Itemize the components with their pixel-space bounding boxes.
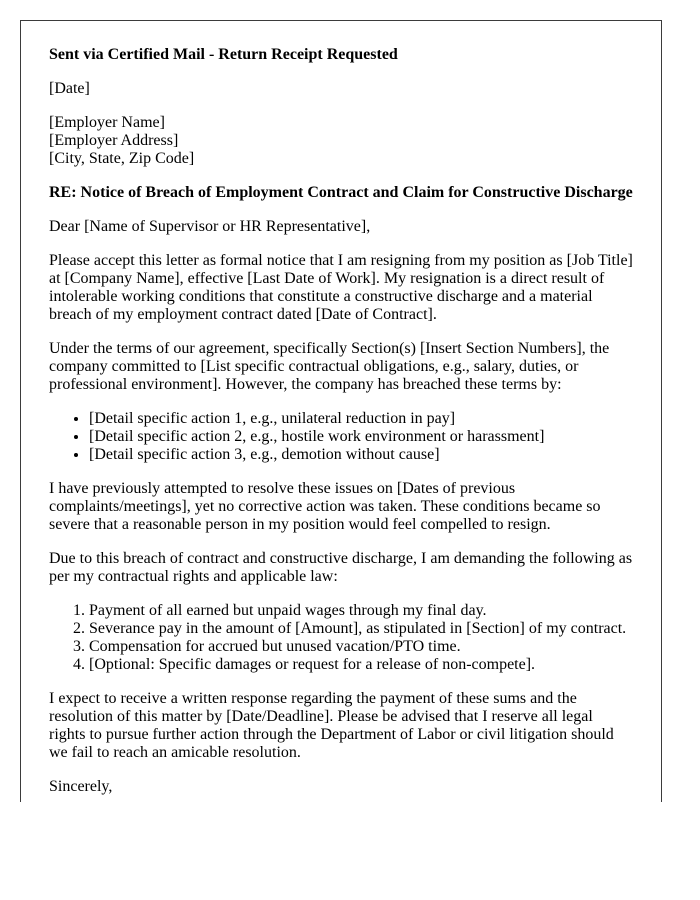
closing-line: Sincerely, [49, 778, 113, 795]
paragraph-previous-attempts: I have previously attempted to resolve these issues on [Dates of previous complaints/meetings], yet no corrective action was taken. These conditions became so severe that a reasonable person in my position would feel compelled to resign. [49, 480, 601, 533]
list-item: 4. [Optional: Specific damages or request for a release of non-compete]. [89, 656, 633, 674]
employer-city-state-zip-line: [City, State, Zip Code] [49, 150, 195, 167]
list-item: 2. Severance pay in the amount of [Amount], as stipulated in [Section] of my contract. [89, 620, 633, 638]
delivery-method-line: Sent via Certified Mail - Return Receipt Requested [49, 46, 398, 63]
paragraph-breached-terms: Under the terms of our agreement, specifically Section(s) [Insert Section Numbers], the company committed to [List specific contractual obligations, e.g., salary, duties, or professional environment]. However, the company has breached these terms by: [49, 340, 610, 393]
list-item: • [Detail specific action 3, e.g., demotion without cause] [89, 446, 633, 464]
list-item: • [Detail specific action 1, e.g., unilateral reduction in pay] [89, 410, 633, 428]
paragraph-response-deadline: I expect to receive a written response regarding the payment of these sums and the resolution of this matter by [Date/Deadline]. Please be advised that I reserve all legal rights to pursue further action through the Department of Labor or civil litigation should we fail to reach an amicable resolution. [49, 690, 614, 761]
employer-name-line: [Employer Name] [49, 114, 165, 131]
paragraph-demands-intro: Due to this breach of contract and constructive discharge, I am demanding the following as per my contractual rights and applicable law: [49, 550, 633, 585]
list-item: 3. Compensation for accrued but unused vacation/PTO time. [89, 638, 633, 656]
letter-document [20, 20, 662, 802]
list-item: • [Detail specific action 2, e.g., hostile work environment or harassment] [89, 428, 633, 446]
paragraph-resignation-notice: Please accept this letter as formal notice that I am resigning from my position as [Job Title] at [Company Name], effective [Last Date of Work]. My resignation is a direct result of intolerable working conditions that constitute a constructive discharge and a material breach of my employment contract dated [Date of Contract]. [49, 252, 633, 323]
list-item: 1. Payment of all earned but unpaid wages through my final day. [89, 602, 633, 620]
employer-address-block [49, 114, 633, 168]
breach-actions-list [49, 410, 633, 464]
demands-list [49, 602, 633, 674]
salutation: Dear [Name of Supervisor or HR Representative], [49, 218, 371, 235]
subject-line: RE: Notice of Breach of Employment Contract and Claim for Constructive Discharge [49, 184, 633, 201]
employer-address-line: [Employer Address] [49, 132, 179, 149]
date-placeholder: [Date] [49, 80, 90, 97]
